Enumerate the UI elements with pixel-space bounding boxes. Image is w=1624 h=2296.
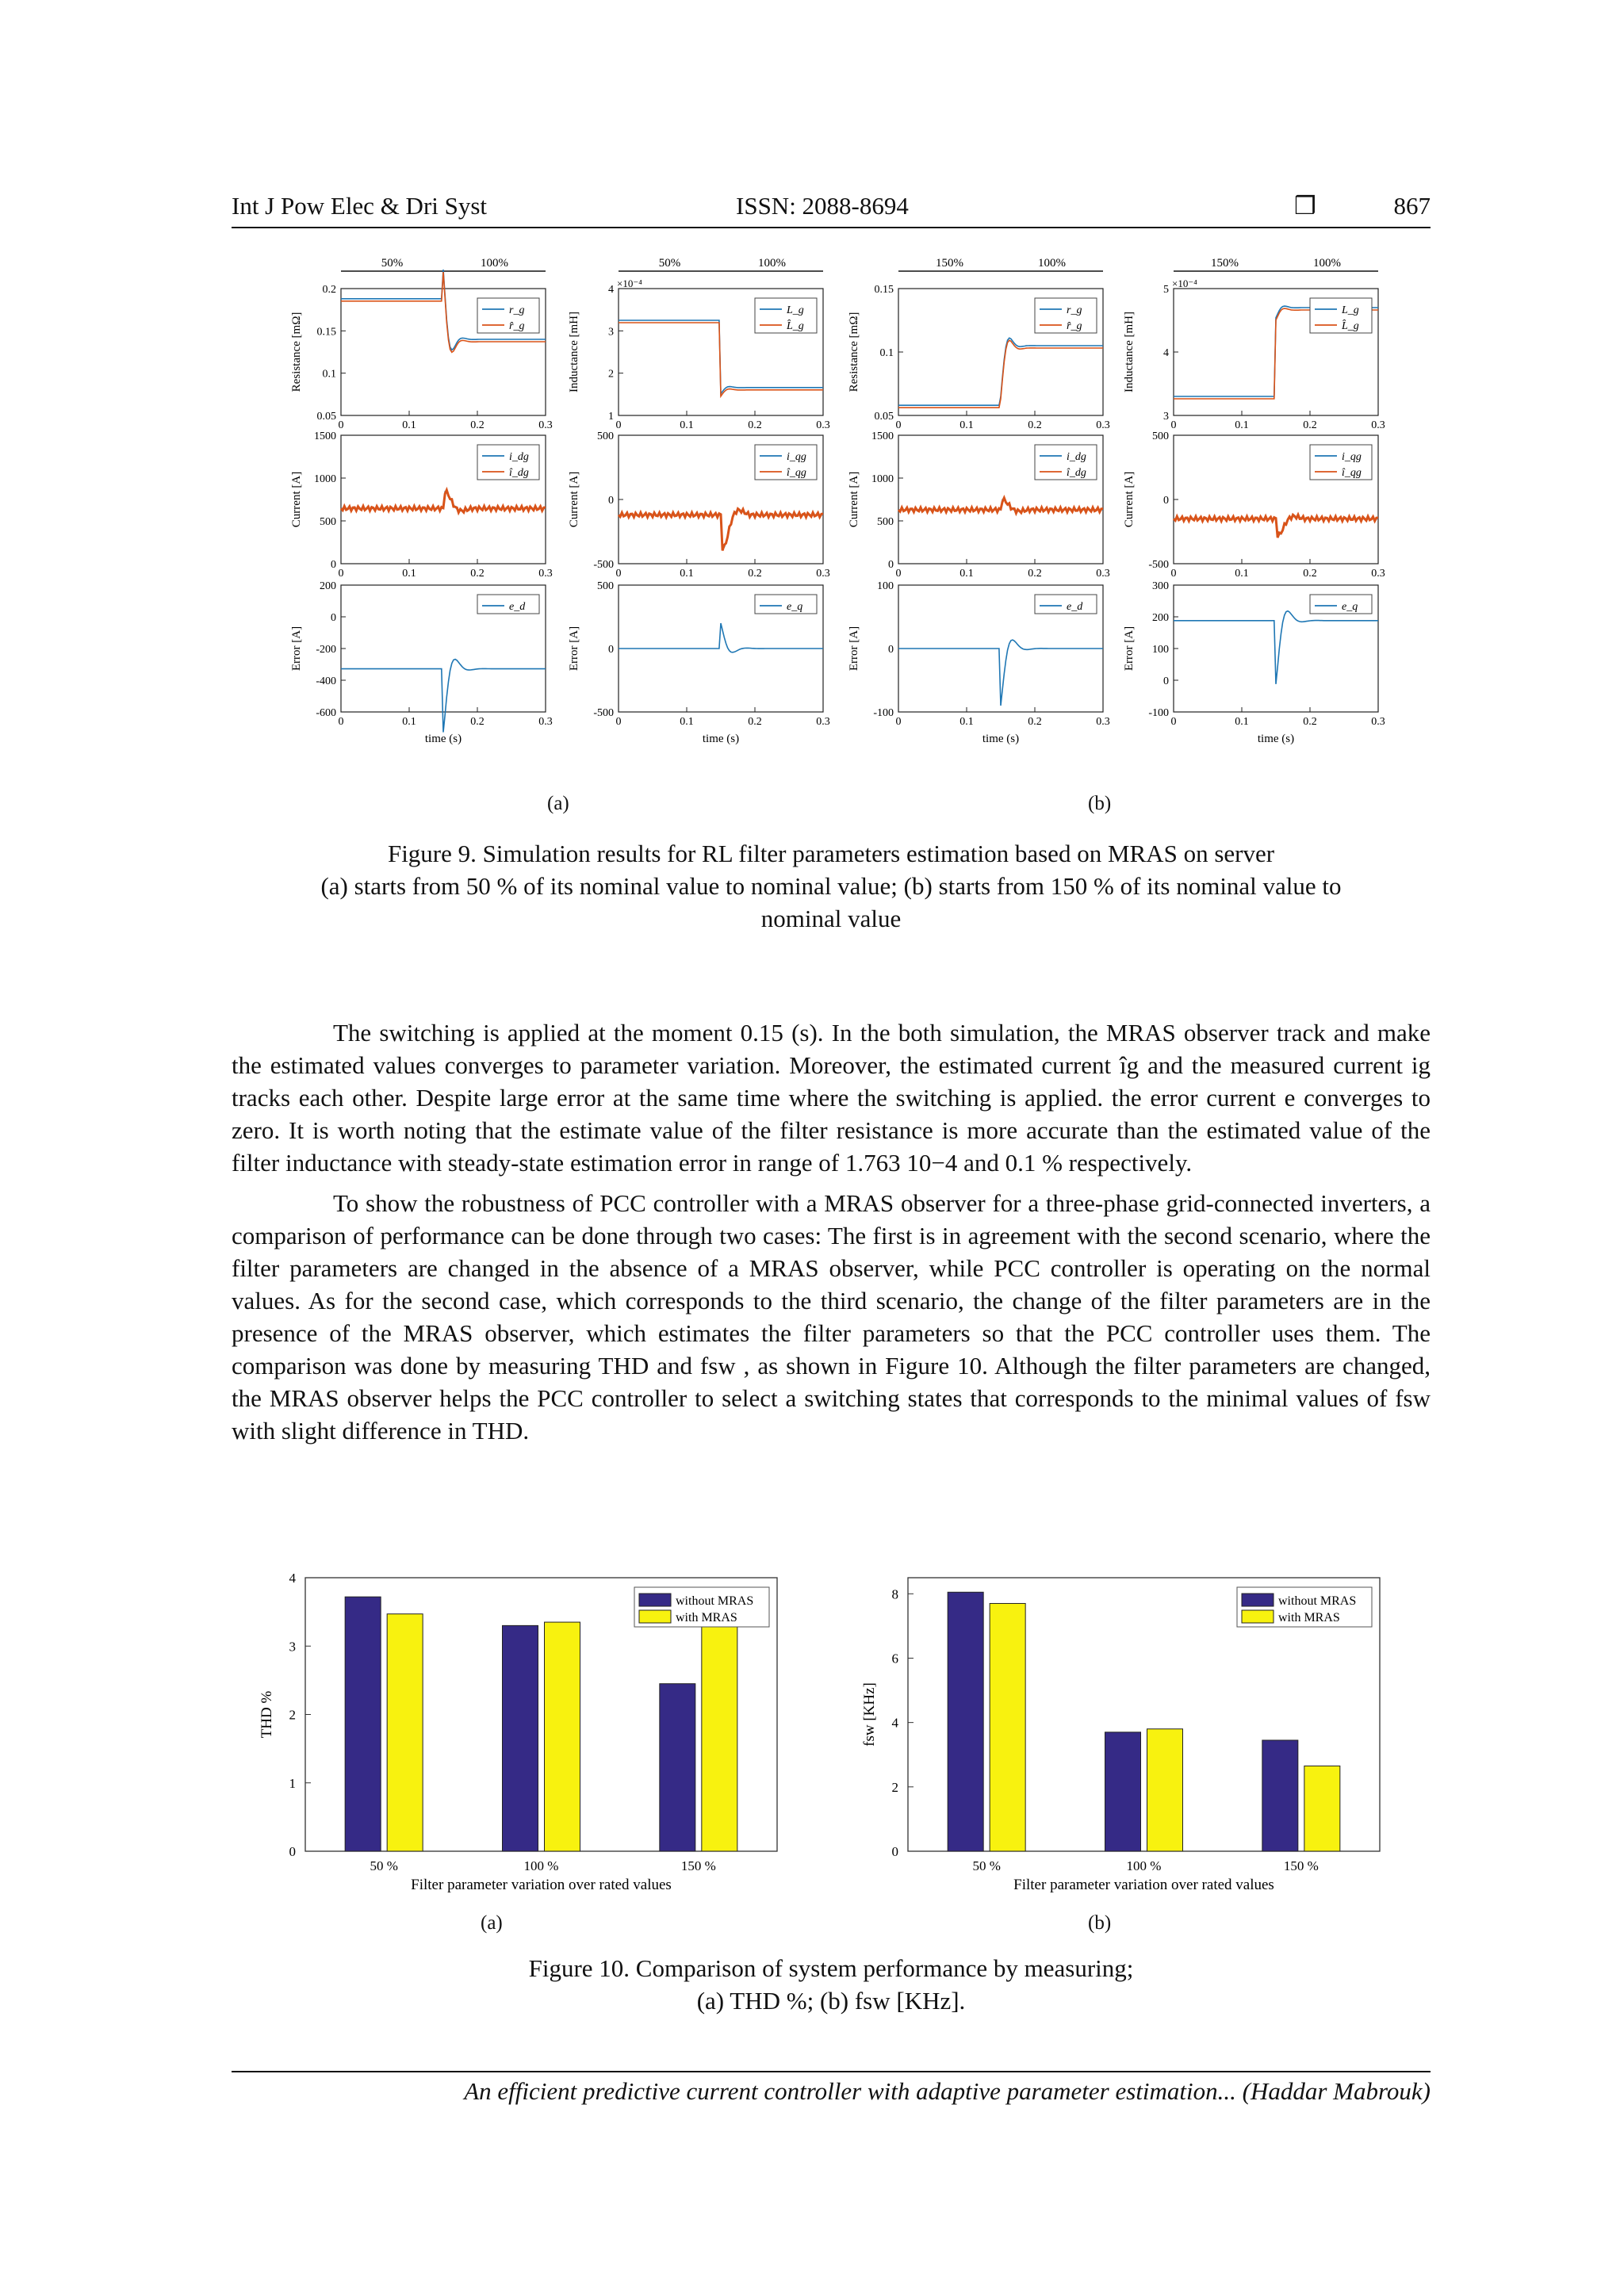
figure-10-caption-line-2: (a) THD %; (b) fsw [KHz].: [696, 1987, 966, 2015]
segment-label-1: 50%: [658, 257, 681, 270]
y-tick-label: 3: [1163, 411, 1169, 423]
legend-entry: e_d: [509, 601, 526, 613]
figure-9-caption-line-1: Figure 9. Simulation results for RL filter parameters estimation based on MRAS on server: [387, 840, 1275, 867]
legend-entry: e_q: [787, 601, 803, 613]
y-axis-label: fsw [KHz]: [861, 1682, 878, 1747]
y-tick-label: 0.1: [879, 347, 894, 359]
y-tick-label: 1000: [314, 473, 336, 485]
y-tick-label: 5: [1163, 284, 1169, 296]
y-tick-label: 1500: [871, 430, 894, 442]
bar-without-MRAS-1: [1105, 1732, 1141, 1851]
x-tick-label: 0.2: [470, 716, 485, 728]
y-tick-label: -500: [593, 559, 614, 571]
legend-entry: î_dg: [509, 467, 529, 479]
legend-entry: r̂_g: [509, 320, 525, 332]
y-axis-label: Current [A]: [1123, 471, 1136, 528]
x-tick-label: 0: [1170, 419, 1177, 431]
legend-swatch: [639, 1594, 671, 1606]
x-tick-label: 0: [338, 716, 344, 728]
bar-without-MRAS-2: [660, 1684, 695, 1851]
x-tick-label: 0.3: [816, 716, 830, 728]
y-tick-label: 4: [289, 1571, 296, 1586]
x-tick-label: 0: [1170, 716, 1177, 728]
y-axis-label: Error [A]: [568, 626, 580, 672]
segment-label-1: 150%: [936, 257, 963, 270]
legend-entry: e_d: [1067, 601, 1083, 613]
x-tick-label: 0.1: [402, 716, 416, 728]
x-tick-label: 0.3: [538, 568, 553, 580]
legend-box: [1035, 445, 1097, 480]
x-tick-label: 0.1: [959, 568, 974, 580]
y-tick-label: -100: [873, 707, 894, 719]
paragraph-2: To show the robustness of PCC controller with a MRAS observer for a three-phase grid-connected inverters, a comparison of performance can be done through two cases: The first is in agreement with the second scenario, where the filter parameters are changed in the absence of a MRAS observer, while PCC controller is operating on the normal values. As for the second case, which corresponds to the third scenario, the change of the filter parameters are in the presence of the MRAS observer, which estimates the filter parameters so that the PCC controller uses them. The comparison was done by measuring THD and fsw , as shown in Figure 10. Although the filter parameters are changed, the MRAS observer helps the PCC controller to select a switching states that corresponds to the minimal values of fsw with slight difference in THD.: [232, 1189, 1431, 1445]
y-tick-label: 2: [608, 368, 614, 381]
x-tick-label: 0.2: [470, 419, 485, 431]
x-tick-label: 0.2: [1303, 419, 1317, 431]
x-tick-label: 50 %: [370, 1858, 398, 1873]
x-tick-label: 0.1: [680, 716, 694, 728]
x-tick-label: 0: [615, 419, 622, 431]
legend-swatch: [1242, 1594, 1274, 1606]
x-tick-label: 100 %: [523, 1858, 559, 1873]
y-tick-label: -600: [316, 707, 336, 719]
figure-10-caption-line-1: Figure 10. Comparison of system performance by measuring;: [528, 1954, 1134, 1982]
x-tick-label: 0.1: [402, 568, 416, 580]
legend-box: [1310, 445, 1372, 480]
x-tick-label: 0.2: [1028, 568, 1042, 580]
legend-swatch: [1242, 1610, 1274, 1623]
x-tick-label: 150 %: [1283, 1858, 1319, 1873]
x-tick-label: 0.1: [1235, 419, 1249, 431]
y-tick-label: 3: [289, 1639, 296, 1655]
legend-box: [1035, 595, 1097, 614]
x-tick-label: 0.3: [816, 419, 830, 431]
legend-box: [477, 298, 539, 333]
segment-label-1: 150%: [1211, 257, 1239, 270]
legend-entry: i_dg: [509, 451, 529, 463]
y-tick-label: 200: [1152, 612, 1169, 624]
y-axis-label: Current [A]: [848, 471, 860, 528]
y-tick-label: 0.15: [874, 284, 894, 296]
x-tick-label: 0.1: [959, 419, 974, 431]
y-tick-label: 100: [1152, 644, 1169, 656]
figure-10-caption: [232, 1952, 1431, 2017]
x-tick-label: 150 %: [680, 1858, 716, 1873]
x-tick-label: 100 %: [1126, 1858, 1162, 1873]
y-axis-label: Inductance [mH]: [568, 311, 580, 393]
x-axis-label: Filter parameter variation over rated values: [1013, 1877, 1274, 1893]
y-tick-label: 0: [1163, 495, 1169, 507]
y-axis-label: Error [A]: [1123, 626, 1136, 672]
y-axis-label: Current [A]: [290, 471, 303, 528]
y-axis-label: Current [A]: [568, 471, 580, 528]
y-tick-label: -400: [316, 675, 336, 687]
bar-with-MRAS-1: [1147, 1729, 1183, 1851]
segment-label-2: 100%: [481, 257, 508, 270]
y-axis-label: Resistance [mΩ]: [290, 312, 303, 392]
x-tick-label: 0.2: [748, 419, 762, 431]
bar-with-MRAS-0: [387, 1614, 423, 1851]
y-tick-label: 4: [891, 1715, 898, 1731]
exponent-label: ×10⁻⁴: [1172, 277, 1197, 289]
fsw-bar-chart: [856, 1562, 1396, 1903]
legend-box: [755, 595, 817, 614]
y-tick-label: 2: [891, 1779, 898, 1795]
y-tick-label: -500: [593, 707, 614, 719]
y-tick-label: 500: [1152, 430, 1169, 442]
y-tick-label: -200: [316, 644, 336, 656]
legend-entry: with MRAS: [1278, 1611, 1340, 1624]
legend-entry: e_q: [1342, 601, 1358, 613]
y-tick-label: 2: [289, 1707, 296, 1723]
x-tick-label: 0: [895, 716, 902, 728]
exponent-label: ×10⁻⁴: [617, 277, 642, 289]
y-tick-label: 0: [331, 612, 336, 624]
figure-10-sublabel-b: (b): [1088, 1912, 1112, 1934]
bar-without-MRAS-2: [1262, 1740, 1298, 1851]
y-tick-label: 1500: [314, 430, 336, 442]
paragraph-1: The switching is applied at the moment 0.15 (s). In the both simulation, the MRAS observer track and make the estimated values converges to parameter variation. Moreover, the estimated current îg and the measured current ig tracks each other. Despite large error at the same time where the switching is applied. the error current e converges to zero. It is worth noting that the estimate value of the filter resistance is more accurate than the estimated value of the filter inductance with steady-state estimation error in range of 1.763 10−4 and 0.1 % respectively.: [232, 1019, 1431, 1177]
legend-box: [755, 298, 817, 333]
segment-label-1: 50%: [381, 257, 404, 270]
x-axis-label: time (s): [982, 733, 1020, 745]
legend-entry: i_qg: [1342, 451, 1362, 463]
x-tick-label: 0.1: [680, 419, 694, 431]
legend-box: [755, 445, 817, 480]
x-tick-label: 0: [615, 568, 622, 580]
y-tick-label: 1: [608, 411, 614, 423]
y-tick-label: 0: [888, 559, 894, 571]
x-tick-label: 0: [895, 419, 902, 431]
y-tick-label: 0.05: [874, 411, 894, 423]
x-tick-label: 0.1: [680, 568, 694, 580]
x-tick-label: 0.3: [1371, 716, 1385, 728]
legend-box: [1310, 298, 1372, 333]
x-tick-label: 0.1: [1235, 568, 1249, 580]
y-tick-label: 0: [289, 1844, 296, 1859]
legend-entry: î_dg: [1067, 467, 1086, 479]
figure-9-caption: [232, 837, 1431, 935]
y-tick-label: 4: [608, 284, 614, 296]
y-tick-label: 8: [891, 1586, 898, 1602]
y-tick-label: 200: [320, 580, 336, 592]
legend-entry: L_g: [1342, 304, 1359, 316]
bar-with-MRAS-0: [990, 1603, 1025, 1851]
box-symbol: ❒: [1294, 192, 1316, 220]
x-tick-label: 0.3: [538, 716, 553, 728]
y-tick-label: -500: [1148, 559, 1169, 571]
y-tick-label: 0.05: [316, 411, 336, 423]
footer-rule: [232, 2071, 1431, 2072]
x-tick-label: 0.2: [748, 568, 762, 580]
legend-box: [477, 445, 539, 480]
x-tick-label: 0.3: [1096, 568, 1110, 580]
y-tick-label: 0.2: [322, 284, 336, 296]
y-tick-label: 1: [289, 1775, 296, 1791]
x-tick-label: 0.3: [538, 419, 553, 431]
y-tick-label: 0.15: [316, 326, 336, 339]
legend-entry: L̂_g: [787, 320, 804, 332]
footer-text: An efficient predictive current controller with adaptive parameter estimation... (Haddar Mabrouk): [464, 2077, 1431, 2105]
y-axis-label: Error [A]: [848, 626, 860, 672]
page-number: 867: [1393, 192, 1431, 220]
x-tick-label: 0.2: [748, 716, 762, 728]
bar-without-MRAS-0: [345, 1597, 381, 1851]
journal-name: Int J Pow Elec & Dri Syst: [232, 192, 488, 220]
legend-entry: î_qg: [1342, 467, 1362, 479]
segment-label-2: 100%: [1313, 257, 1341, 270]
y-axis-label: Resistance [mΩ]: [848, 312, 860, 392]
y-tick-label: 500: [320, 516, 336, 528]
x-tick-label: 0.1: [959, 716, 974, 728]
y-tick-label: 500: [597, 430, 614, 442]
figure-9-caption-line-2: (a) starts from 50 % of its nominal value to nominal value; (b) starts from 150 % of its nominal value to: [320, 872, 1342, 900]
bar-with-MRAS-1: [545, 1622, 580, 1851]
y-tick-label: 0: [891, 1844, 898, 1859]
y-tick-label: 0: [1163, 675, 1169, 687]
bar-with-MRAS-2: [702, 1625, 737, 1851]
issn: ISSN: 2088-8694: [736, 192, 909, 220]
legend-entry: L_g: [787, 304, 804, 316]
x-tick-label: 0: [895, 568, 902, 580]
legend-entry: r_g: [1067, 304, 1082, 316]
y-axis-label: Inductance [mH]: [1123, 311, 1136, 393]
legend-entry: with MRAS: [676, 1611, 737, 1624]
legend-entry: L̂_g: [1342, 320, 1359, 332]
figure-9-sublabel-b: (b): [1088, 793, 1112, 814]
legend-entry: i_qg: [787, 451, 806, 463]
x-tick-label: 0.3: [816, 568, 830, 580]
figure-9-plots: [270, 251, 1396, 758]
x-tick-label: 0.3: [1371, 568, 1385, 580]
y-tick-label: 1000: [871, 473, 894, 485]
y-tick-label: 0: [888, 644, 894, 656]
y-tick-label: 0: [331, 559, 336, 571]
y-tick-label: -100: [1148, 707, 1169, 719]
legend-box: [477, 595, 539, 614]
segment-label-2: 100%: [1038, 257, 1066, 270]
x-tick-label: 0.2: [470, 568, 485, 580]
y-tick-label: 0: [608, 495, 614, 507]
x-tick-label: 0.1: [402, 419, 416, 431]
bar-with-MRAS-2: [1304, 1766, 1340, 1851]
x-tick-label: 0: [1170, 568, 1177, 580]
x-axis-label: time (s): [702, 733, 740, 745]
y-tick-label: 300: [1152, 580, 1169, 592]
y-tick-label: 500: [597, 580, 614, 592]
x-tick-label: 0.2: [1028, 716, 1042, 728]
legend-entry: î_qg: [787, 467, 806, 479]
legend-entry: i_dg: [1067, 451, 1086, 463]
x-tick-label: 0: [338, 568, 344, 580]
legend-entry: without MRAS: [676, 1594, 754, 1608]
x-tick-label: 0.3: [1096, 419, 1110, 431]
x-tick-label: 0.3: [1371, 419, 1385, 431]
x-tick-label: 0.2: [1303, 716, 1317, 728]
legend-swatch: [639, 1610, 671, 1623]
legend-box: [1310, 595, 1372, 614]
thd-bar-chart: [254, 1562, 793, 1903]
y-tick-label: 6: [891, 1651, 898, 1667]
y-tick-label: 0: [608, 644, 614, 656]
x-tick-label: 0.3: [1096, 716, 1110, 728]
x-tick-label: 0.2: [1028, 419, 1042, 431]
y-tick-label: 100: [877, 580, 894, 592]
x-axis-label: Filter parameter variation over rated values: [411, 1877, 672, 1893]
legend-entry: r_g: [509, 304, 525, 316]
legend-entry: without MRAS: [1278, 1594, 1357, 1608]
x-axis-label: time (s): [1257, 733, 1295, 745]
legend-entry: r̂_g: [1067, 320, 1082, 332]
bar-without-MRAS-0: [948, 1592, 983, 1851]
bar-without-MRAS-1: [503, 1625, 538, 1851]
x-tick-label: 0.2: [1303, 568, 1317, 580]
x-tick-label: 0.1: [1235, 716, 1249, 728]
y-tick-label: 500: [877, 516, 894, 528]
x-axis-label: time (s): [424, 733, 462, 745]
y-tick-label: 3: [608, 326, 614, 339]
x-tick-label: 0: [338, 419, 344, 431]
y-tick-label: 0.1: [322, 368, 336, 381]
body-text: [232, 1016, 1431, 1455]
figure-9-sublabel-a: (a): [547, 793, 569, 814]
x-tick-label: 50 %: [972, 1858, 1001, 1873]
y-tick-label: 4: [1163, 347, 1169, 359]
figure-10-sublabel-a: (a): [481, 1912, 503, 1934]
segment-label-2: 100%: [758, 257, 786, 270]
y-axis-label: Error [A]: [290, 626, 303, 672]
x-tick-label: 0: [615, 716, 622, 728]
y-axis-label: THD %: [259, 1690, 275, 1739]
legend-box: [1035, 298, 1097, 333]
figure-9-caption-line-3: nominal value: [760, 905, 902, 932]
page-header: [232, 192, 1431, 228]
